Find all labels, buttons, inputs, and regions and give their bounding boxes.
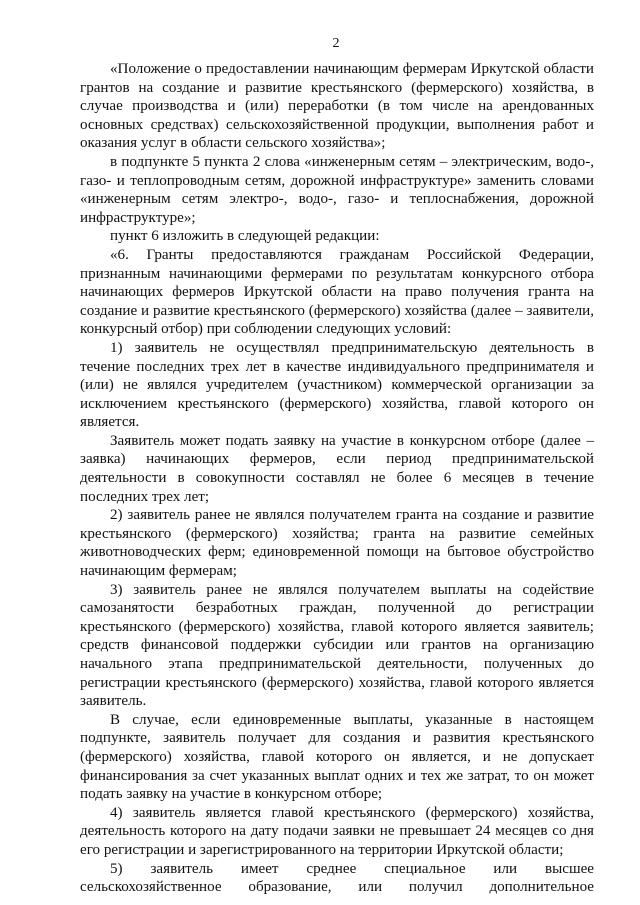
- paragraph-regulation-title: «Положение о предоставлении начинающим фермерам Иркутской области грантов на создание и развитие крестьянского (фермерского) хозяйства, в случае производства и (или) переработки (в том числе на арендованных основных средствах) сельскохозяйственной продукции, выполнения работ и оказания услуг в области сельского хозяйства»;: [80, 61, 594, 152]
- paragraph-condition-3-note: В случае, если единовременные выплаты, указанные в настоящем подпункте, заявитель получает для создания и развития крестьянского (фермерского) хозяйства, главой которого он является, и не допускает финансирования за счет указанных выплат одних и тех же затрат, то он может подать заявку на участие в конкурсном отборе;: [80, 711, 594, 803]
- document-body: [80, 60, 594, 897]
- paragraph-condition-3: 3) заявитель ранее не являлся получателем выплаты на содействие самозанятости безработных граждан, полученной до регистрации крестьянского (фермерского) хозяйства, главой которого является заявитель; средств финансовой поддержки субсидии или грантов на организацию начального этапа предпринимательской деятельности, полученных до регистрации крестьянского (фермерского) хозяйства, главой которого является заявитель.: [80, 581, 594, 710]
- paragraph-point-6-intro: пункт 6 изложить в следующей редакции:: [110, 228, 380, 245]
- paragraph-condition-1-note: Заявитель может подать заявку на участие в конкурсном отборе (далее – заявка) начинающих фермеров, если период предпринимательской деятельности в совокупности составлял не более 6 месяцев в течение последних трех лет;: [80, 432, 594, 505]
- paragraph-condition-2: 2) заявитель ранее не являлся получателем гранта на создание и развитие крестьянского (фермерского) хозяйства; гранта на развитие семейных животноводческих ферм; единовременной помощи на бытовое обустройство начинающим фермерам;: [80, 507, 594, 580]
- paragraph-condition-5: 5) заявитель имеет среднее специальное или высшее сельскохозяйственное образование, или получил дополнительное: [80, 860, 594, 896]
- paragraph-condition-4: 4) заявитель является главой крестьянского (фермерского) хозяйства, деятельность которого на дату подачи заявки не превышает 24 месяцев со дня его регистрации и зарегистрированного на территории Иркутской области;: [80, 804, 594, 858]
- paragraph-condition-1: 1) заявитель не осуществлял предпринимательскую деятельность в течение последних трех лет в качестве индивидуального предпринимателя и (или) не являлся учредителем (участником) коммерческой организации за исключением крестьянского (фермерского) хозяйства, главой которого он является.: [80, 339, 594, 431]
- page-number: 2: [332, 36, 340, 51]
- paragraph-point-6: «6. Гранты предоставляются гражданам Российской Федерации, признанным начинающими фермерами по результатам конкурсного отбора начинающих фермеров Иркутской области на право получения гранта на создание и развитие крестьянского (фермерского) хозяйства (далее – заявители, конкурсный отбор) при соблюдении следующих условий:: [80, 246, 594, 338]
- paragraph-subpoint-5-amendment: в подпункте 5 пункта 2 слова «инженерным сетям – электрическим, водо-, газо- и теплопроводным сетям, дорожной инфраструктуре» заменить словами «инженерным сетям электро-, водо-, газо- и теплоснабжения, дорожной инфраструктуре»;: [80, 153, 594, 226]
